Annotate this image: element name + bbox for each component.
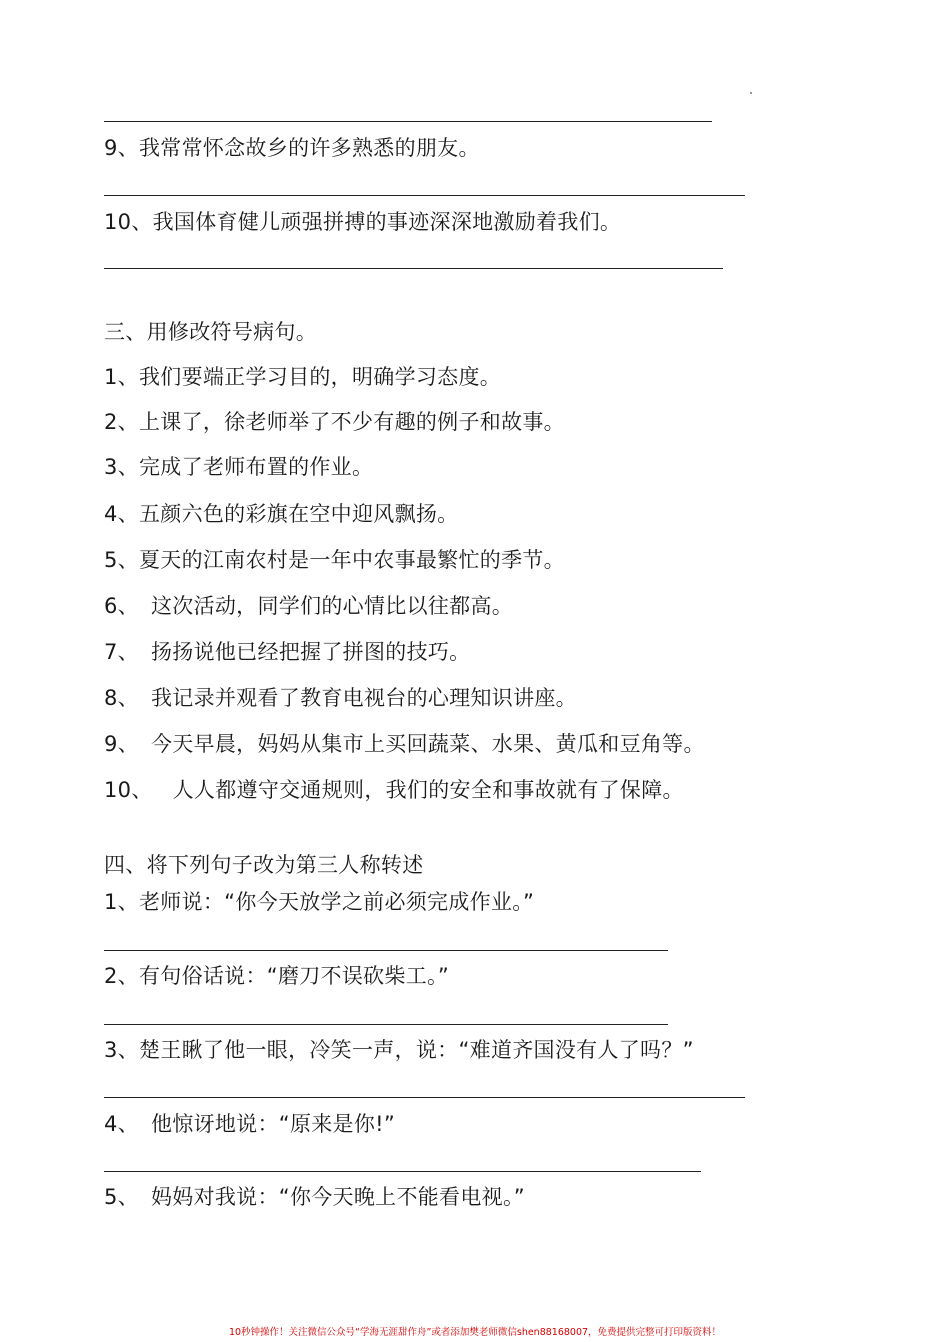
item-text: 楚王瞅了他一眼，冷笑一声，说：“难道齐国没有人了吗？”	[138, 1038, 694, 1062]
sentence-item	[104, 500, 458, 528]
item-number: 9、	[104, 136, 139, 160]
sentence-item	[104, 1036, 694, 1064]
sentence-item	[104, 730, 705, 758]
answer-line	[104, 1171, 701, 1172]
item-text: 我国体育健儿顽强拼搏的事迹深深地激励着我们。	[152, 210, 622, 234]
item-text: 人人都遵守交通规则，我们的安全和事故就有了保障。	[172, 778, 684, 802]
item-text: 夏天的江南农村是一年中农事最繁忙的季节。	[138, 548, 565, 572]
item-text: 今天早晨，妈妈从集市上买回蔬菜、水果、黄瓜和豆角等。	[150, 732, 705, 756]
sentence-item	[104, 453, 373, 481]
sentence-item	[104, 546, 565, 574]
scan-speck	[750, 92, 752, 94]
item-number: 10、	[104, 778, 153, 802]
item-text: 我常常怀念故乡的许多熟悉的朋友。	[138, 136, 480, 160]
sentence-item	[104, 684, 577, 712]
sentence-item	[104, 776, 684, 804]
item-number: 1、	[104, 365, 139, 389]
sentence-item	[104, 592, 513, 620]
sentence-item	[104, 962, 449, 990]
item-text: 这次活动，同学们的心情比以往都高。	[150, 594, 514, 618]
section-heading: 四、将下列句子改为第三人称转述	[104, 853, 424, 877]
item-number: 2、	[104, 964, 139, 988]
promo-footer: 10秒钟操作！关注微信公众号“学海无涯甜作舟”或者添加樊老师微信shen88168007，免费提供完整可打印版资料！	[228, 1327, 722, 1338]
answer-line	[104, 268, 723, 269]
item-text: 他惊讶地说：“原来是你!”	[150, 1112, 396, 1136]
sentence-item	[104, 363, 501, 391]
answer-line	[104, 1097, 745, 1098]
item-number: 10、	[104, 210, 153, 234]
item-text: 上课了，徐老师举了不少有趣的例子和故事。	[138, 410, 565, 434]
sentence-item	[104, 1110, 395, 1138]
item-number: 5、	[104, 1185, 139, 1209]
item-text: 老师说：“你今天放学之前必须完成作业。”	[138, 890, 535, 914]
item-text: 扬扬说他已经把握了拼图的技巧。	[150, 640, 471, 664]
item-number: 9、	[104, 732, 139, 756]
sentence-item	[104, 638, 470, 666]
item-number: 3、	[104, 455, 139, 479]
sentence-item	[104, 1183, 525, 1211]
answer-line	[104, 195, 745, 196]
answer-line	[104, 121, 712, 122]
item-number: 5、	[104, 548, 139, 572]
item-text: 完成了老师布置的作业。	[138, 455, 374, 479]
item-number: 4、	[104, 502, 139, 526]
item-number: 8、	[104, 686, 139, 710]
item-number: 6、	[104, 594, 139, 618]
sentence-item	[104, 888, 534, 916]
sentence-item	[104, 208, 621, 236]
sentence-item	[104, 134, 480, 162]
item-text: 有句俗话说：“磨刀不误砍柴工。”	[138, 964, 450, 988]
answer-line	[104, 1024, 668, 1025]
item-number: 4、	[104, 1112, 139, 1136]
sentence-item	[104, 408, 565, 436]
answer-line	[104, 950, 668, 951]
item-number: 3、	[104, 1038, 139, 1062]
item-text: 我们要端正学习目的，明确学习态度。	[138, 365, 502, 389]
item-number: 2、	[104, 410, 139, 434]
item-text: 五颜六色的彩旗在空中迎风飘扬。	[138, 502, 459, 526]
item-number: 1、	[104, 890, 139, 914]
item-number: 7、	[104, 640, 139, 664]
item-text: 妈妈对我说：“你今天晚上不能看电视。”	[150, 1185, 525, 1209]
section-heading: 三、用修改符号病句。	[104, 320, 317, 344]
item-text: 我记录并观看了教育电视台的心理知识讲座。	[150, 686, 577, 710]
